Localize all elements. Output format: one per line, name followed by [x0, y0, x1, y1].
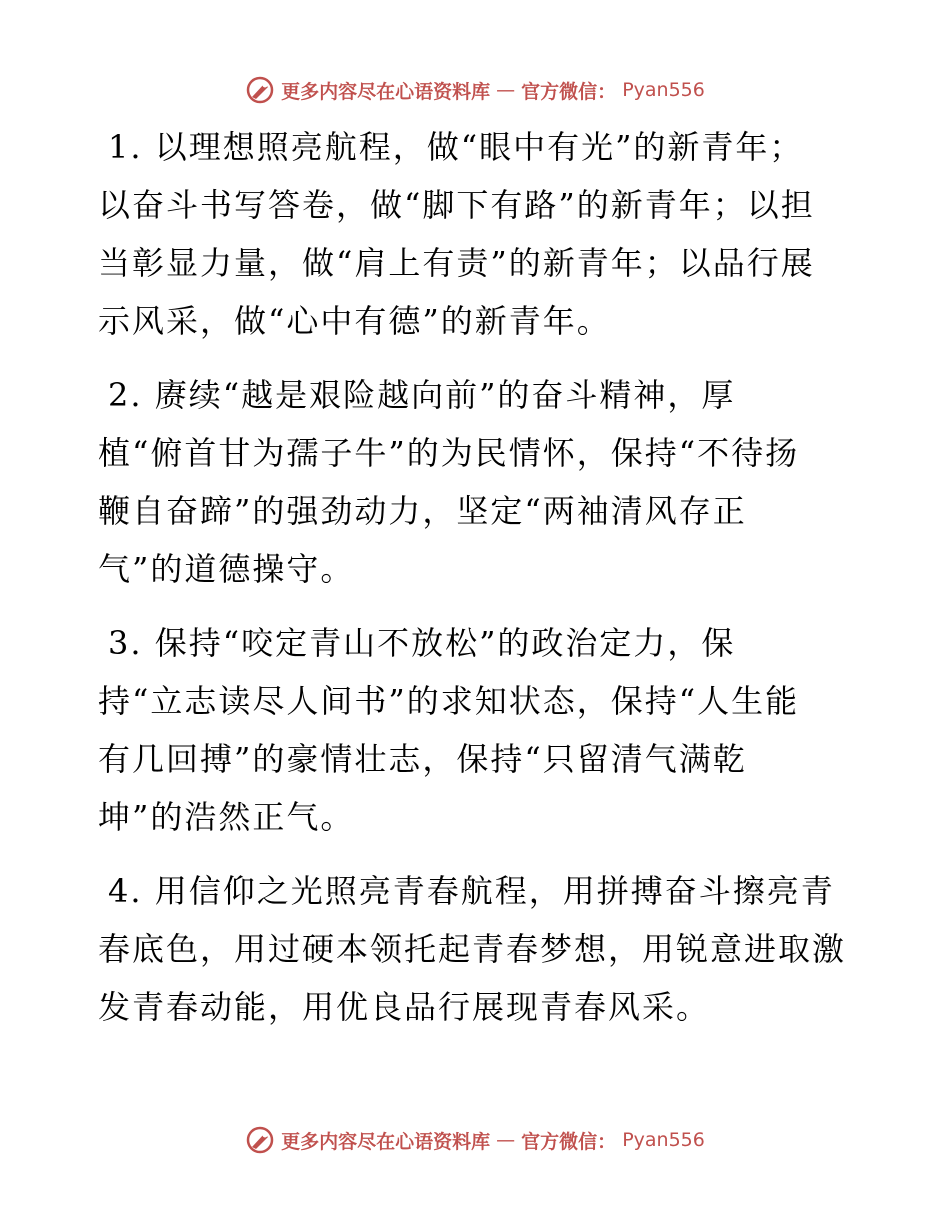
header-watermark [0, 70, 950, 110]
watermark-site-text: 更多内容尽在心语资料库 [281, 1130, 491, 1153]
paragraph-line: 4. 用信仰之光照亮青春航程，用拼搏奋斗擦亮青 [108, 872, 835, 910]
paragraph-line: 坤”的浩然正气。 [98, 798, 355, 836]
paragraph-3 [98, 614, 854, 846]
watermark-separator: — [496, 79, 516, 101]
paragraph-1 [98, 118, 854, 350]
paragraph-line: 2. 赓续“越是艰险越向前”的奋斗精神，厚 [108, 376, 736, 414]
pen-nib-circle-icon [245, 75, 275, 105]
watermark-separator: — [496, 1129, 516, 1151]
paragraph-line: 1. 以理想照亮航程，做“眼中有光”的新青年； [108, 128, 804, 166]
paragraph-line: 持“立志读尽人间书”的求知状态，保持“人生能 [98, 682, 800, 720]
paragraph-4 [98, 862, 854, 1036]
paragraph-line: 植“俯首甘为孺子牛”的为民情怀，保持“不待扬 [98, 434, 800, 472]
paragraph-line: 鞭自奋蹄”的强劲动力，坚定“两袖清风存正 [98, 492, 747, 530]
watermark-label: 官方微信： [521, 80, 617, 103]
footer-watermark [0, 1120, 950, 1160]
watermark-account: Pyan556 [622, 79, 705, 101]
watermark-site-text: 更多内容尽在心语资料库 [281, 80, 491, 103]
document-body [98, 118, 854, 1036]
paragraph-line: 3. 保持“咬定青山不放松”的政治定力，保 [108, 624, 736, 662]
paragraph-line: 以奋斗书写答卷，做“脚下有路”的新青年；以担 [98, 186, 815, 224]
pen-nib-circle-icon [245, 1125, 275, 1155]
watermark-label: 官方微信： [521, 1130, 617, 1153]
paragraph-line: 发青春动能，用优良品行展现青春风采。 [98, 988, 711, 1026]
paragraph-line: 气”的道德操守。 [98, 550, 355, 588]
paragraph-line: 春底色，用过硬本领托起青春梦想，用锐意进取激 [98, 930, 847, 968]
paragraph-2 [98, 366, 854, 598]
paragraph-line: 示风采，做“心中有德”的新青年。 [98, 302, 611, 340]
watermark-account: Pyan556 [622, 1129, 705, 1151]
paragraph-line: 当彰显力量，做“肩上有责”的新青年；以品行展 [98, 244, 815, 282]
paragraph-line: 有几回搏”的豪情壮志，保持“只留清气满乾 [98, 740, 747, 778]
